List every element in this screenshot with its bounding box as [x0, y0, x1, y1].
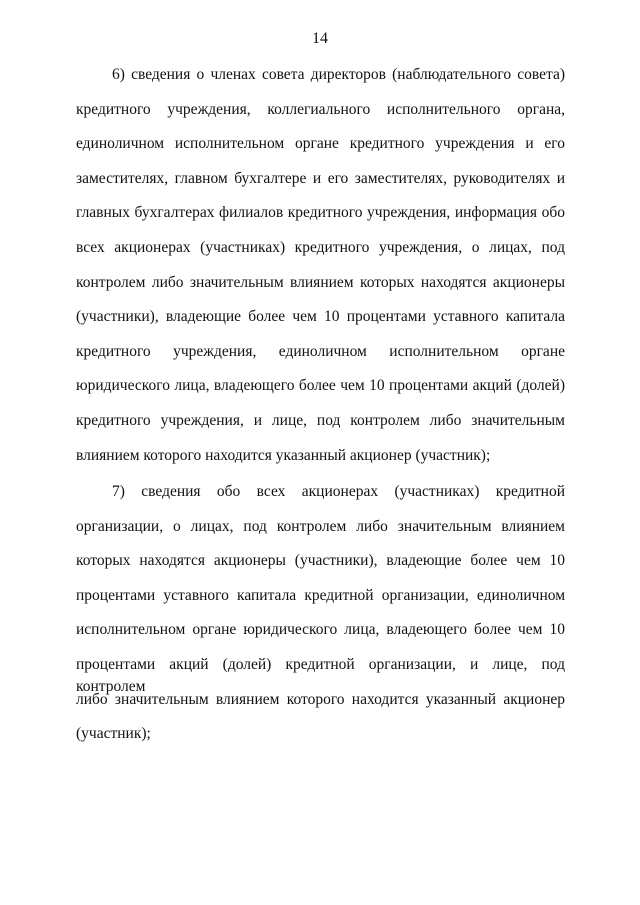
paragraph-6 — [76, 64, 565, 479]
text-line: влиянием которого находится указанный акционер (участник); — [76, 446, 491, 464]
text-line: процентами уставного капитала кредитной организации, единоличном — [76, 586, 565, 604]
text-line: кредитного учреждения, и лице, под контролем либо значительным — [76, 411, 565, 429]
text-line: кредитного учреждения, единоличном исполнительном органе — [76, 342, 565, 360]
text-line: исполнительном органе юридического лица, владеющего более чем 10 — [76, 621, 565, 639]
text-line: кредитного учреждения, коллегиального исполнительного органа, — [76, 100, 565, 118]
text-line: юридического лица, владеющего более чем 10 процентами акций (долей) — [76, 377, 565, 395]
text-line: главных бухгалтерах филиалов кредитного учреждения, информация обо — [76, 204, 565, 222]
page-number: 14 — [312, 30, 328, 47]
text-line: единоличном исполнительном органе кредитного учреждения и его — [76, 135, 565, 153]
text-line: либо значительным влиянием которого находится указанный акционер — [76, 690, 565, 708]
text-line: контролем либо значительным влиянием которых находятся акционеры — [76, 273, 565, 291]
text-line: всех акционерах (участниках) кредитного учреждения, о лицах, под — [76, 238, 565, 256]
paragraph-7 — [76, 481, 565, 758]
text-line: 7) сведения обо всех акционерах (участниках) кредитной — [112, 483, 565, 500]
text-line: (участники), владеющие более чем 10 процентами уставного капитала — [76, 308, 565, 326]
text-line: 6) сведения о членах совета директоров (наблюдательного совета) — [112, 66, 565, 83]
text-line: заместителях, главном бухгалтере и его заместителях, руководителях и — [76, 169, 565, 187]
text-line: процентами акций (долей) кредитной организации, и лице, под контролем — [76, 655, 565, 695]
text-line: организации, о лицах, под контролем либо значительным влиянием — [76, 517, 565, 535]
text-line: которых находятся акционеры (участники), владеющие более чем 10 — [76, 552, 565, 570]
text-line: (участник); — [76, 725, 151, 743]
